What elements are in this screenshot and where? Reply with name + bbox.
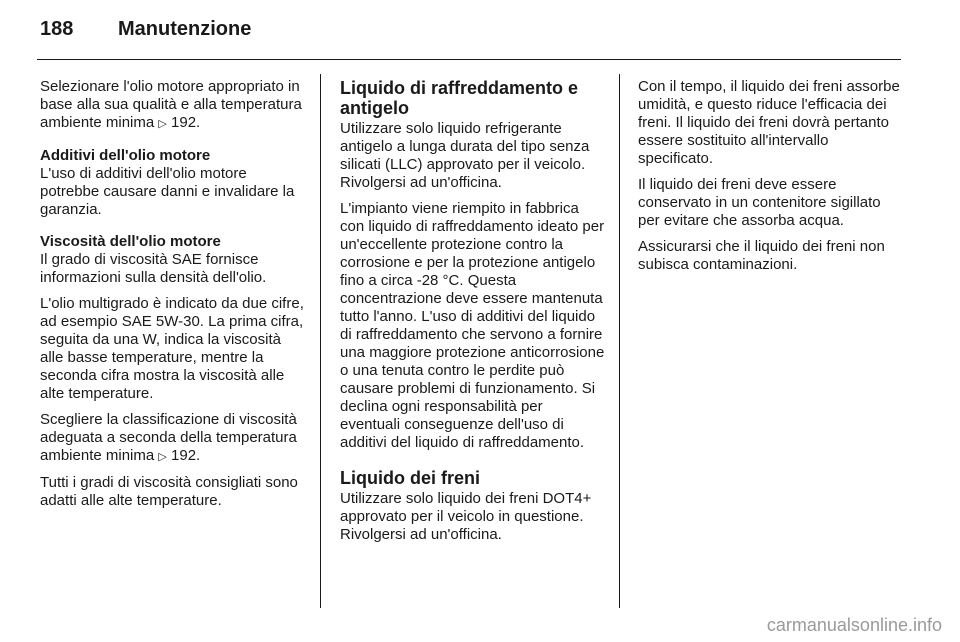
page-header (40, 18, 251, 41)
paragraph-brake-fluid-type: Utilizzare solo liquido dei freni DOT4+ approvato per il veicolo in questione. Rivolgersi ad un'officina. (340, 490, 592, 543)
page-reference-link[interactable]: 192. (171, 114, 201, 131)
section-heading-coolant: Liquido di raffreddamento e antigelo (340, 78, 579, 118)
page-reference-arrow-icon: ▷ (158, 118, 167, 130)
paragraph-brake-storage: Il liquido dei freni deve essere conservato in un contenitore sigillato per evitare che assorba acqua. (638, 176, 881, 229)
section-heading-brake-fluid: Liquido dei freni (340, 468, 480, 488)
paragraph-sae-grade: Il grado di viscosità SAE fornisce informazioni sulla densità dell'olio. (40, 251, 267, 286)
column-divider-left (320, 74, 321, 608)
page-title: Manutenzione (118, 18, 252, 40)
page-reference-arrow-icon: ▷ (158, 451, 167, 463)
subheading-oil-viscosity: Viscosità dell'olio motore (40, 233, 221, 250)
paragraph-coolant-factory: L'impianto viene riempito in fabbrica con liquido di raffreddamento ideato per un'eccellente protezione contro la corrosione e per la protezione antigelo fino a circa -28 °C. Questa concentrazione deve essere mantenuta tutto l'anno. L'uso di additivi del liquido di raffreddamento che servono a fornire una maggiore protezione anticorrosione o una tenuta contro le perdite può causare problemi di funzionamento. Si declina ogni responsabilità per eventuali conseguenze dell'uso di additivi del liquido di raffreddamento. (340, 200, 605, 451)
paragraph-high-temp: Tutti i gradi di viscosità consigliati sono adatti alle alte temperature. (40, 474, 298, 509)
page-number: 188 (40, 18, 74, 40)
paragraph-text: Selezionare l'olio motore appropriato in base alla sua qualità e alla temperatura ambiente minima (40, 78, 302, 131)
paragraph-text: Scegliere la classificazione di viscosità adeguata a seconda della temperatura ambiente minima (40, 411, 297, 464)
column-divider-right (619, 74, 620, 608)
paragraph-brake-humidity: Con il tempo, il liquido dei freni assorbe umidità, e questo riduce l'efficacia dei freni. Il liquido dei freni dovrà pertanto essere sostituito all'intervallo specificato. (638, 78, 900, 167)
paragraph-oil-additives: L'uso di additivi dell'olio motore potrebbe causare danni e invalidare la garanzia. (40, 165, 295, 218)
paragraph-multigrade: L'olio multigrado è indicato da due cifre, ad esempio SAE 5W-30. La prima cifra, seguita da una W, indica la viscosità alle basse temperature, mentre la seconda cifra mostra la viscosità alle alte temperature. (40, 295, 304, 402)
paragraph-coolant-type: Utilizzare solo liquido refrigerante antigelo a lunga durata del tipo senza silicati (LLC) approvato per il veicolo. Rivolgersi ad un'officina. (340, 120, 590, 191)
watermark-text: carmanualsonline.info (766, 615, 942, 635)
paragraph-brake-contamination: Assicurarsi che il liquido dei freni non subisca contaminazioni. (638, 238, 885, 273)
column-left (40, 78, 306, 518)
header-rule (37, 59, 901, 60)
subheading-oil-additives: Additivi dell'olio motore (40, 147, 211, 164)
paragraph-viscosity-class (40, 411, 306, 466)
column-right (638, 78, 904, 282)
column-middle (340, 78, 606, 552)
paragraph-oil-selection (40, 78, 306, 133)
page-reference-link[interactable]: 192. (171, 447, 201, 464)
